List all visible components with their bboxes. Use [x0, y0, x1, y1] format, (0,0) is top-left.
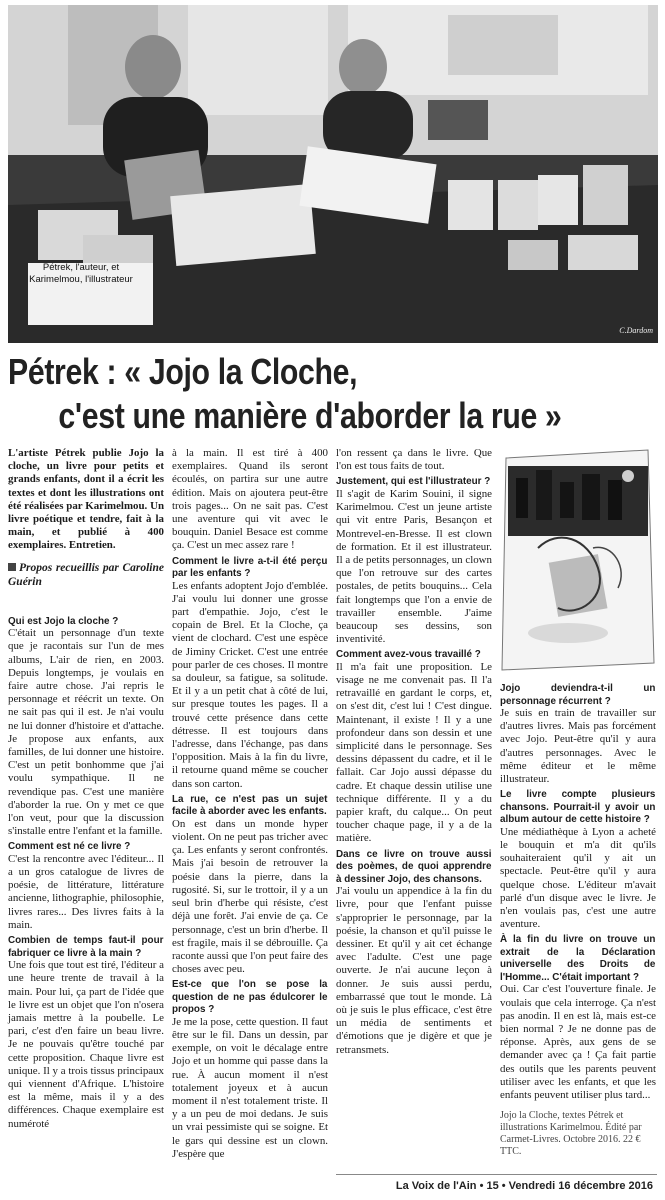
book-caption: Jojo la Cloche, textes Pétrek et illustrations Karimelmou. Édité par Carmet-Livres. Octobre 2016. 22 € TTC.: [500, 1110, 642, 1157]
interview-answer: Je me la pose, cette question. Il faut être sur le fil. Dans un dessin, par exemple, on voit le décalage entre Jojo et un homme qui passe dans la rue. À aucun moment il n'est totalement joyeux et à aucun moment il n'est totalement triste. Il y a un peu de moi dedans. Je suis un vrai pessimiste qui se soigne. Et le gars qui dessine est un clown. J'espère que: [172, 1015, 328, 1160]
article-photo: [8, 5, 658, 343]
interview-question: Est-ce que l'on se pose la question de ne pas édulcorer le propos ?: [172, 978, 328, 1016]
page-footer: La Voix de l'Ain • 15 • Vendredi 16 décembre 2016: [395, 1180, 653, 1192]
interview-question: Le livre compte plusieurs chansons. Pourrait-il y avoir un album autour de cette histoire ?: [500, 788, 656, 826]
interview-question: Jojo deviendra-t-il un personnage récurrent ?: [500, 682, 656, 707]
column-2-body: [172, 447, 328, 1161]
interview-answer: J'ai voulu un appendice à la fin du livre, pour que l'enfant puisse s'approprier le personnage, par la poésie, la chanson et qu'il puisse le dessiner. Et qu'il y ait cet échange avec l'adulte. C'est une page ouverte. Je n'ai aucune leçon à donner. Je suis aussi perdu, embarrassé que tout le monde. Là où je suis le plus efficace, c'est être un média de sentiments et d'émotions que je digère et que je retransmets.: [336, 885, 492, 1056]
interview-answer: l'on ressent ça dans le livre. Que l'on est tous faits de tout.: [336, 447, 492, 473]
column-1-body: [8, 615, 164, 1131]
interview-answer: Une fois que tout est tiré, l'éditeur a une heure trente de travail à la main. Pour lui, ça part de l'idée que le livre est un objet que l'on n'osera jamais mettre à la poubelle. Le pari, c'est d'en faire un beau livre. Je ne pouvais qu'être touché par cette proposition. Chaque livre est unique. Il y a trois tissus principaux qui viennent d'Afrique. L'histoire est la même, mais il y a des différences. Chaque exemplaire est numéroté: [8, 959, 164, 1130]
intro-paragraph: L'artiste Pétrek publie Jojo la cloche, un livre pour petits et grands enfants, dont il a écrit les textes et dont les illustrations ont été réalisées par Karimelmou. Un livre poétique et tendre, fait à la main, et publié à 400 exemplaires. Entretien.: [8, 447, 164, 552]
column-2: [172, 447, 328, 1187]
interview-answer: Oui. Car c'est l'ouverture finale. Je voulais que cela interroge. Ça n'est pas anodin. Il en est là, mais est-ce bien normal ? Je ne donne pas de réponse. Après, aux gens de se demander avec ça ! Ça fait partie des outils que les parents peuvent utiliser avec les enfants, et que les enfants peuvent utiliser plus tard...: [500, 983, 656, 1101]
column-4: [500, 680, 656, 1101]
interview-answer: Il s'agit de Karim Souini, il signe Karimelmou. C'est un jeune artiste qui vit entre Paris, Besançon et Montrevel-en-Bresse. Il est clown de formation. Et il est illustrateur. Il a de petits personnages, un clown que l'on retrouve sur des cartes postales, de petits bouquins... Cela fait longtemps que l'on a envie de travailler ensemble. J'aime beaucoup ses dessins, son inventivité.: [336, 487, 492, 646]
photo-caption: Pétrek, l'auteur, et Karimelmou, l'illustrateur: [29, 262, 133, 285]
column-1: [8, 447, 164, 1187]
interview-question: Comment est né ce livre ?: [8, 840, 131, 853]
headline: [8, 350, 562, 438]
interview-answer: On est dans un monde hyper violent. On ne peut pas tricher avec ça. Les enfants y seront confrontés. Mais j'ai besoin de retrouver la poésie dans la pierre, dans la rugosité. Si, sur le trottoir, il y a un seul brin d'herbe qui résiste, c'est déjà une forêt. J'ai envie de ça. Ce personnage, c'est un brin d'herbe. Il est fragile, mais il se débrouille. Ça raconte aussi que l'on peut faire des choses avec peu.: [172, 817, 328, 976]
interview-answer: à la main. Il est tiré à 400 exemplaires. Quand ils seront écoulés, on partira sur une autre édition. Mais on ajoutera peut-être trois pages... On ne sait pas. C'est une aventure qui vit avec le bouquin. Daniel Besace est comme ça. C'est un mec assez rare !: [172, 447, 328, 552]
interview-answer: Une médiathèque à Lyon a acheté le bouquin et m'a dit qu'ils souhaiteraient qu'il y ait un spectacle. Peut-être qu'il y aura quelque chose. L'éditeur m'avait parlé d'un disque avec le livre. Je n'en voulais pas, c'est une autre aventure.: [500, 825, 656, 931]
byline: Propos recueillis par Caroline Guérin: [8, 561, 164, 588]
photo-credit: C.Dardom: [619, 326, 653, 335]
interview-answer: C'était un personnage d'un texte que je racontais sur l'un de mes albums, L'air de rien, en 2003. Depuis longtemps, je voulais en faire autre chose. J'ai repris le personnage et réécrit un texte. On ne sait pas qui il est. Je n'ai voulu ne lui donner d'histoire et d'attache. Je propose aux enfants, aux familles, de lui donner une histoire. C'est un petit bonhomme que j'ai voulu sympathique. Il ne revendique pas. C'est une manière d'aborder la rue. On y met ce que l'on veut, pour que la discussion s'installe entre l'enfant et la famille.: [8, 627, 164, 838]
interview-question: Justement, qui est l'illustrateur ?: [336, 475, 491, 488]
interview-answer: Je suis en train de travailler sur d'autres livres. Mais pas forcément avec Jojo. Peut-être qu'il y aura d'autres personnages. Avec le même éditeur et le même illustrateur.: [500, 707, 656, 786]
column-4-body: [500, 682, 656, 1102]
interview-answer: C'est la rencontre avec l'éditeur... Il a un gros catalogue de livres de poésie, de littérature, littérature ancienne, lithographie, philosophie, livres rares... Des livres faits à la main.: [8, 852, 164, 931]
square-bullet-icon: [8, 563, 16, 571]
interview-question: Comment le livre a-t-il été perçu par les enfants ?: [172, 554, 328, 580]
interview-question: Dans ce livre on trouve aussi des poèmes, de quoi apprendre à dessiner Jojo, des chansons.: [336, 847, 492, 885]
headline-line-2: c'est une manière d'aborder la rue »: [58, 395, 562, 436]
interview-answer: Les enfants adoptent Jojo d'emblée. J'ai voulu lui donner une grosse part d'empathie. Jojo, c'est le copain de Brel. Et la Cloche, ça vient de clochard. C'est une espèce de Jiminy Cricket. C'est une entrée pour parler de ces choses. Il montre sa douleur, sa fatigue, sa solitude. Et il y a un petit chat à côté de lui, sur presque toutes les pages. Il a trouvé cette présence dans cette détresse. Il est toujours dans l'adresse, dans l'échange, pas dans l'opposition. Mais à la fin du livre, il retourne quand même se coucher dans son carton.: [172, 579, 328, 790]
footer-rule: [336, 1174, 657, 1175]
column-3-body: [336, 447, 492, 1057]
interview-question: Combien de temps faut-il pour fabriquer ce livre à la main ?: [8, 934, 164, 959]
interview-question: Comment avez-vous travaillé ?: [336, 648, 481, 661]
column-3: [336, 447, 492, 1187]
interview-answer: Il m'a fait une proposition. Le visage ne me convenait pas. Il l'a retravaillé en gardant le corps, et, on s'est dit, c'est lui ! C'est dingue. Maintenant, il existe ! Il y a une profondeur dans son dessin et une simplicité dans le personnage. Ses dessins dépassent du cadre, et il le fallait. Car Jojo aussi dépasse du cadre. Et chaque dessin utilise une technique différente. Il y a du papier kraft, du calque... On peut toucher chaque page, il y a de la matière.: [336, 660, 492, 845]
headline-line-1: Pétrek : « Jojo la Cloche,: [8, 351, 358, 392]
interview-question: Qui est Jojo la cloche ?: [8, 614, 119, 627]
book-illustration: [498, 448, 656, 673]
interview-question: À la fin du livre on trouve un extrait de la Déclaration universelle des Droits de l'Homme... C'était important ?: [500, 933, 656, 983]
interview-question: La rue, ce n'est pas un sujet facile à aborder avec les enfants.: [172, 792, 328, 818]
